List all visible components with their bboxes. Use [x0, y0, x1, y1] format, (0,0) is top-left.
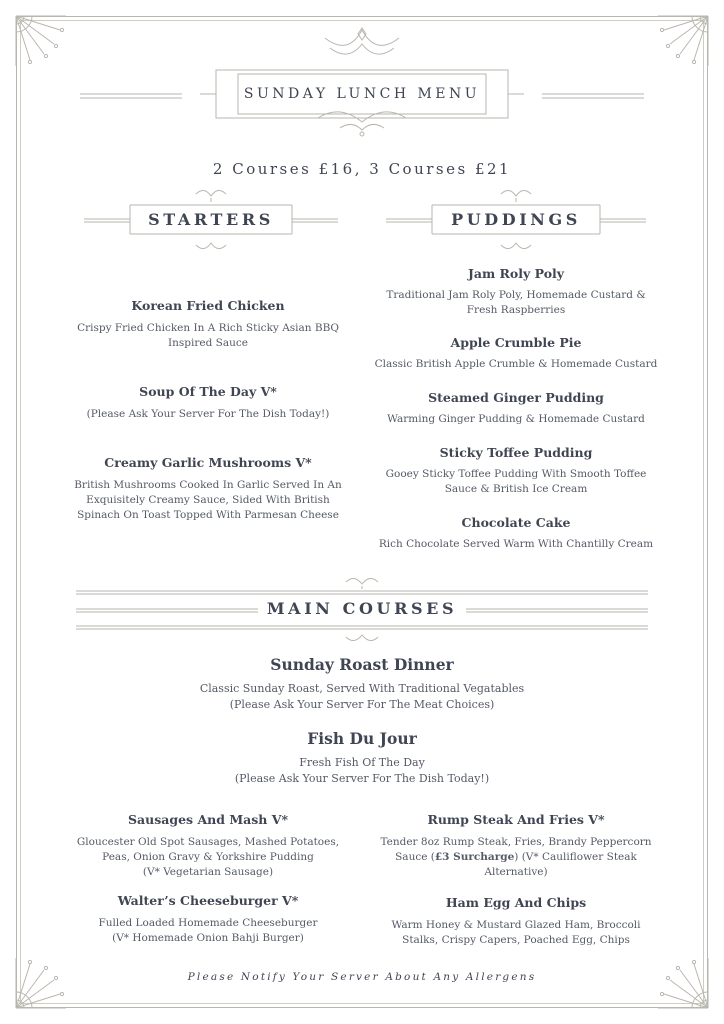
- item-name: Apple Crumble Pie: [450, 335, 582, 350]
- item-name: Soup Of The Day V*: [139, 384, 277, 399]
- item-name: Steamed Ginger Pudding: [428, 390, 604, 405]
- item-name: Sunday Roast Dinner: [270, 655, 454, 674]
- item-desc-line: Classic Sunday Roast, Served With Traditional Vegatables: [199, 682, 525, 695]
- item-name: Creamy Garlic Mushrooms V*: [104, 455, 312, 470]
- pudding-item: [368, 390, 664, 427]
- main-item-fish: [120, 729, 604, 787]
- starter-item: [60, 298, 356, 351]
- item-name: Fish Du Jour: [307, 729, 417, 748]
- item-desc-line: Crispy Fried Chicken In A Rich Sticky Asian BBQ: [77, 322, 339, 334]
- pudding-item: [368, 266, 664, 318]
- item-desc-line: Inspired Sauce: [168, 337, 248, 349]
- allergen-notice: Please Notify Your Server About Any Allergens: [187, 971, 537, 983]
- item-name: Rump Steak And Fries V*: [427, 812, 605, 827]
- item-desc-line: Sauce & British Ice Cream: [444, 483, 588, 495]
- item-desc-line: Fresh Raspberries: [466, 304, 566, 316]
- item-desc-line: Alternative): [484, 866, 548, 878]
- item-desc-line: Fresh Fish Of The Day: [299, 756, 425, 769]
- item-desc-line: Exquisitely Creamy Sauce, Sided With British: [86, 494, 330, 506]
- starters-heading: STARTERS: [148, 210, 274, 229]
- item-name: Ham Egg And Chips: [445, 895, 587, 910]
- item-name: Sticky Toffee Pudding: [439, 445, 593, 460]
- main-item-steak: [368, 812, 664, 880]
- item-desc-line: Classic British Apple Crumble & Homemade Custard: [374, 358, 658, 370]
- item-desc-line: Warming Ginger Pudding & Homemade Custard: [387, 413, 645, 425]
- starter-item: [60, 384, 356, 422]
- item-desc-line: Stalks, Crispy Capers, Poached Egg, Chips: [402, 934, 630, 946]
- main-item-roast: [120, 655, 604, 713]
- item-desc-line: British Mushrooms Cooked In Garlic Served In An: [74, 479, 342, 491]
- item-name: Sausages And Mash V*: [128, 812, 288, 827]
- desc-text: ) (V* Cauliflower Steak: [514, 851, 637, 863]
- item-name: Jam Roly Poly: [467, 266, 565, 281]
- item-desc-line: Rich Chocolate Served Warm With Chantilly Cream: [378, 538, 654, 550]
- item-desc-line: (V* Homemade Onion Bahji Burger): [112, 932, 304, 944]
- main-courses-heading: MAIN COURSES: [266, 599, 458, 618]
- main-item-sausages: [60, 812, 356, 880]
- item-desc-line: Spinach On Toast Topped With Parmesan Cheese: [77, 509, 339, 521]
- item-desc-line: Gooey Sticky Toffee Pudding With Smooth Toffee: [385, 468, 647, 480]
- item-desc-line: (Please Ask Your Server For The Dish Today!): [234, 772, 490, 785]
- item-desc-line: Warm Honey & Mustard Glazed Ham, Broccoli: [391, 919, 641, 931]
- item-desc-line: (Please Ask Your Server For The Meat Choices): [229, 698, 495, 711]
- pudding-item: [368, 445, 664, 497]
- item-desc-line: Peas, Onion Gravy & Yorkshire Pudding: [102, 851, 314, 863]
- main-item-ham: [368, 895, 664, 948]
- item-name: Walter’s Cheeseburger V*: [117, 893, 299, 908]
- item-desc-line: [368, 850, 664, 865]
- item-desc-line: (V* Vegetarian Sausage): [142, 866, 274, 878]
- main-item-burger: [60, 893, 356, 946]
- item-desc-line: Traditional Jam Roly Poly, Homemade Custard &: [386, 289, 646, 301]
- starter-item: [60, 455, 356, 523]
- menu-title: SUNDAY LUNCH MENU: [243, 86, 481, 102]
- item-name: Chocolate Cake: [461, 515, 571, 530]
- pudding-item: [368, 335, 664, 372]
- item-desc-line: Gloucester Old Spot Sausages, Mashed Potatoes,: [76, 836, 340, 848]
- desc-text: Sauce (: [395, 851, 435, 863]
- price-line: 2 Courses £16, 3 Courses £21: [212, 160, 512, 178]
- item-desc-line: (Please Ask Your Server For The Dish Today!): [86, 408, 330, 420]
- pudding-item: [368, 515, 664, 552]
- item-desc-line: Fulled Loaded Homemade Cheeseburger: [98, 917, 318, 929]
- puddings-heading: PUDDINGS: [451, 210, 581, 229]
- surcharge-text: £3 Surcharge: [434, 851, 515, 863]
- item-desc-line: Tender 8oz Rump Steak, Fries, Brandy Peppercorn: [380, 836, 652, 848]
- item-name: Korean Fried Chicken: [131, 298, 285, 313]
